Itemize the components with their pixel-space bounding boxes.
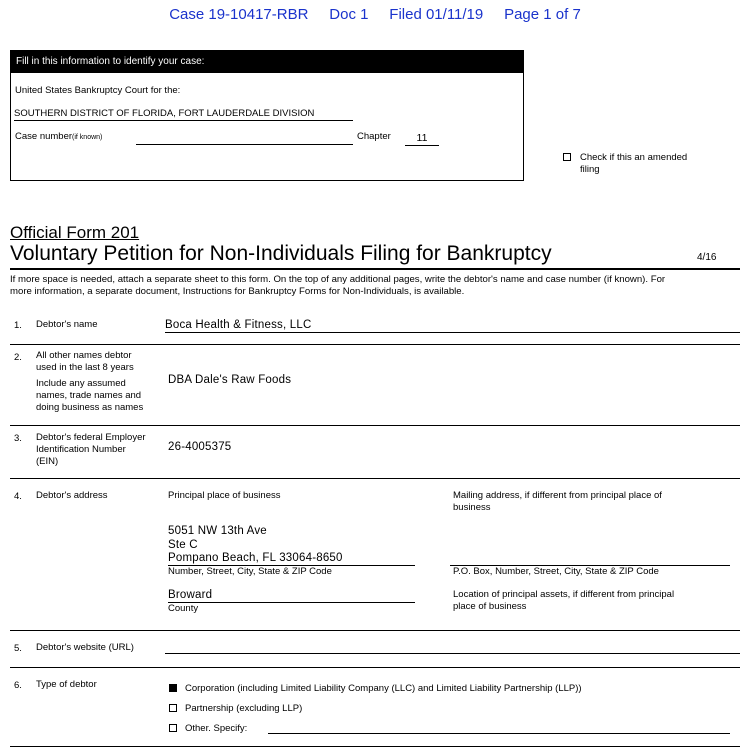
district-value: SOUTHERN DISTRICT OF FLORIDA, FORT LAUDERDALE DIVISION: [14, 108, 315, 119]
other-type-checkbox[interactable]: [169, 724, 177, 732]
corporation-label: Corporation (including Limited Liability Company (LLC) and Limited Liability Partnership (LLP)): [185, 683, 582, 694]
mailing-heading: [453, 490, 662, 514]
chapter-value: 11: [416, 132, 428, 144]
item-6-number: 6.: [14, 680, 22, 691]
amended-label-line1: Check if this an amended: [580, 152, 688, 163]
location-heading-line1: Location of principal assets, if different from principal: [453, 589, 675, 600]
form-date: 4/16: [697, 252, 717, 263]
item-3-label-line3: (EIN): [36, 456, 59, 467]
amended-checkbox[interactable]: [563, 153, 571, 161]
item-1-number: 1.: [14, 320, 22, 331]
debtor-name-field[interactable]: [165, 319, 740, 333]
row-divider: [10, 667, 740, 668]
mailing-caption: P.O. Box, Number, Street, City, State & ZIP Code: [453, 566, 659, 577]
ein-value[interactable]: 26-4005375: [168, 441, 232, 453]
form-title: Voluntary Petition for Non-Individuals Filing for Bankruptcy: [10, 242, 552, 265]
item-4-label: Debtor's address: [36, 490, 108, 501]
form-intro: [10, 274, 745, 298]
item-5-label: Debtor's website (URL): [36, 642, 134, 653]
item-3-label-line1: Debtor's federal Employer: [36, 432, 146, 443]
court-label: United States Bankruptcy Court for the:: [15, 85, 181, 96]
chapter-field[interactable]: [405, 132, 439, 146]
mailing-heading-line1: Mailing address, if different from principal place of: [453, 490, 662, 501]
location-heading-line2: place of business: [453, 601, 527, 612]
case-number-label: [15, 131, 102, 142]
case-number-hint: (if known): [72, 134, 103, 141]
row-divider: [10, 344, 740, 345]
city-line: Pompano Beach, FL 33064-8650: [168, 552, 343, 564]
street-line2: Ste C: [168, 538, 198, 551]
partnership-checkbox[interactable]: [169, 704, 177, 712]
county-caption: County: [168, 603, 199, 614]
row-divider: [10, 478, 740, 479]
intro-line2: more information, a separate document, Instructions for Bankruptcy Forms for Non-Individuals, is available.: [10, 286, 465, 297]
other-type-specify-field[interactable]: [268, 722, 730, 734]
partnership-label: Partnership (excluding LLP): [185, 703, 303, 714]
item-6-label: Type of debtor: [36, 679, 97, 690]
principal-address[interactable]: [168, 525, 343, 566]
other-names-value[interactable]: DBA Dale's Raw Foods: [168, 374, 292, 386]
street-line1: 5051 NW 13th Ave: [168, 525, 267, 537]
item-2-note-line1: Include any assumed: [36, 378, 126, 389]
item-2-note-line3: doing business as names: [36, 402, 144, 413]
corporation-checkbox[interactable]: [169, 684, 177, 692]
location-heading: [453, 589, 674, 613]
county-underline: [168, 602, 415, 603]
debtor-name-value: Boca Health & Fitness, LLC: [165, 319, 312, 331]
item-3-number: 3.: [14, 433, 22, 444]
item-2-note-line2: names, trade names and: [36, 390, 142, 401]
item-2-number: 2.: [14, 352, 22, 363]
item-2-label: [36, 350, 143, 414]
amended-label: [580, 152, 687, 176]
principal-caption: Number, Street, City, State & ZIP Code: [168, 566, 332, 577]
other-type-label: Other. Specify:: [185, 723, 248, 734]
item-4-number: 4.: [14, 491, 22, 502]
item-2-label-line2: used in the last 8 years: [36, 362, 134, 373]
amended-label-line2: filing: [580, 164, 600, 175]
district-field[interactable]: [14, 108, 353, 121]
row-divider: [10, 425, 740, 426]
mailing-heading-line2: business: [453, 502, 491, 513]
item-5-number: 5.: [14, 643, 22, 654]
identification-box-title: Fill in this information to identify your case:: [11, 51, 523, 73]
website-field[interactable]: [165, 641, 740, 654]
case-number-field[interactable]: [136, 132, 353, 145]
title-rule: [10, 268, 740, 270]
county-value[interactable]: Broward: [168, 589, 213, 601]
row-divider: [10, 630, 740, 631]
principal-heading: Principal place of business: [168, 490, 281, 501]
item-2-label-line1: All other names debtor: [36, 350, 132, 361]
item-1-label: Debtor's name: [36, 319, 98, 330]
case-header: Case 19-10417-RBR Doc 1 Filed 01/11/19 Page 1 of 7: [169, 6, 581, 23]
item-3-label-line2: Identification Number: [36, 444, 126, 455]
form-number: Official Form 201: [10, 223, 140, 242]
chapter-label: Chapter: [357, 131, 391, 142]
row-divider: [10, 746, 740, 747]
intro-line1: If more space is needed, attach a separate sheet to this form. On the top of any additional pages, write the debtor's name and case number (if known). For: [10, 274, 666, 285]
item-3-label: [36, 432, 146, 468]
case-number-label-text: Case number: [15, 131, 73, 142]
